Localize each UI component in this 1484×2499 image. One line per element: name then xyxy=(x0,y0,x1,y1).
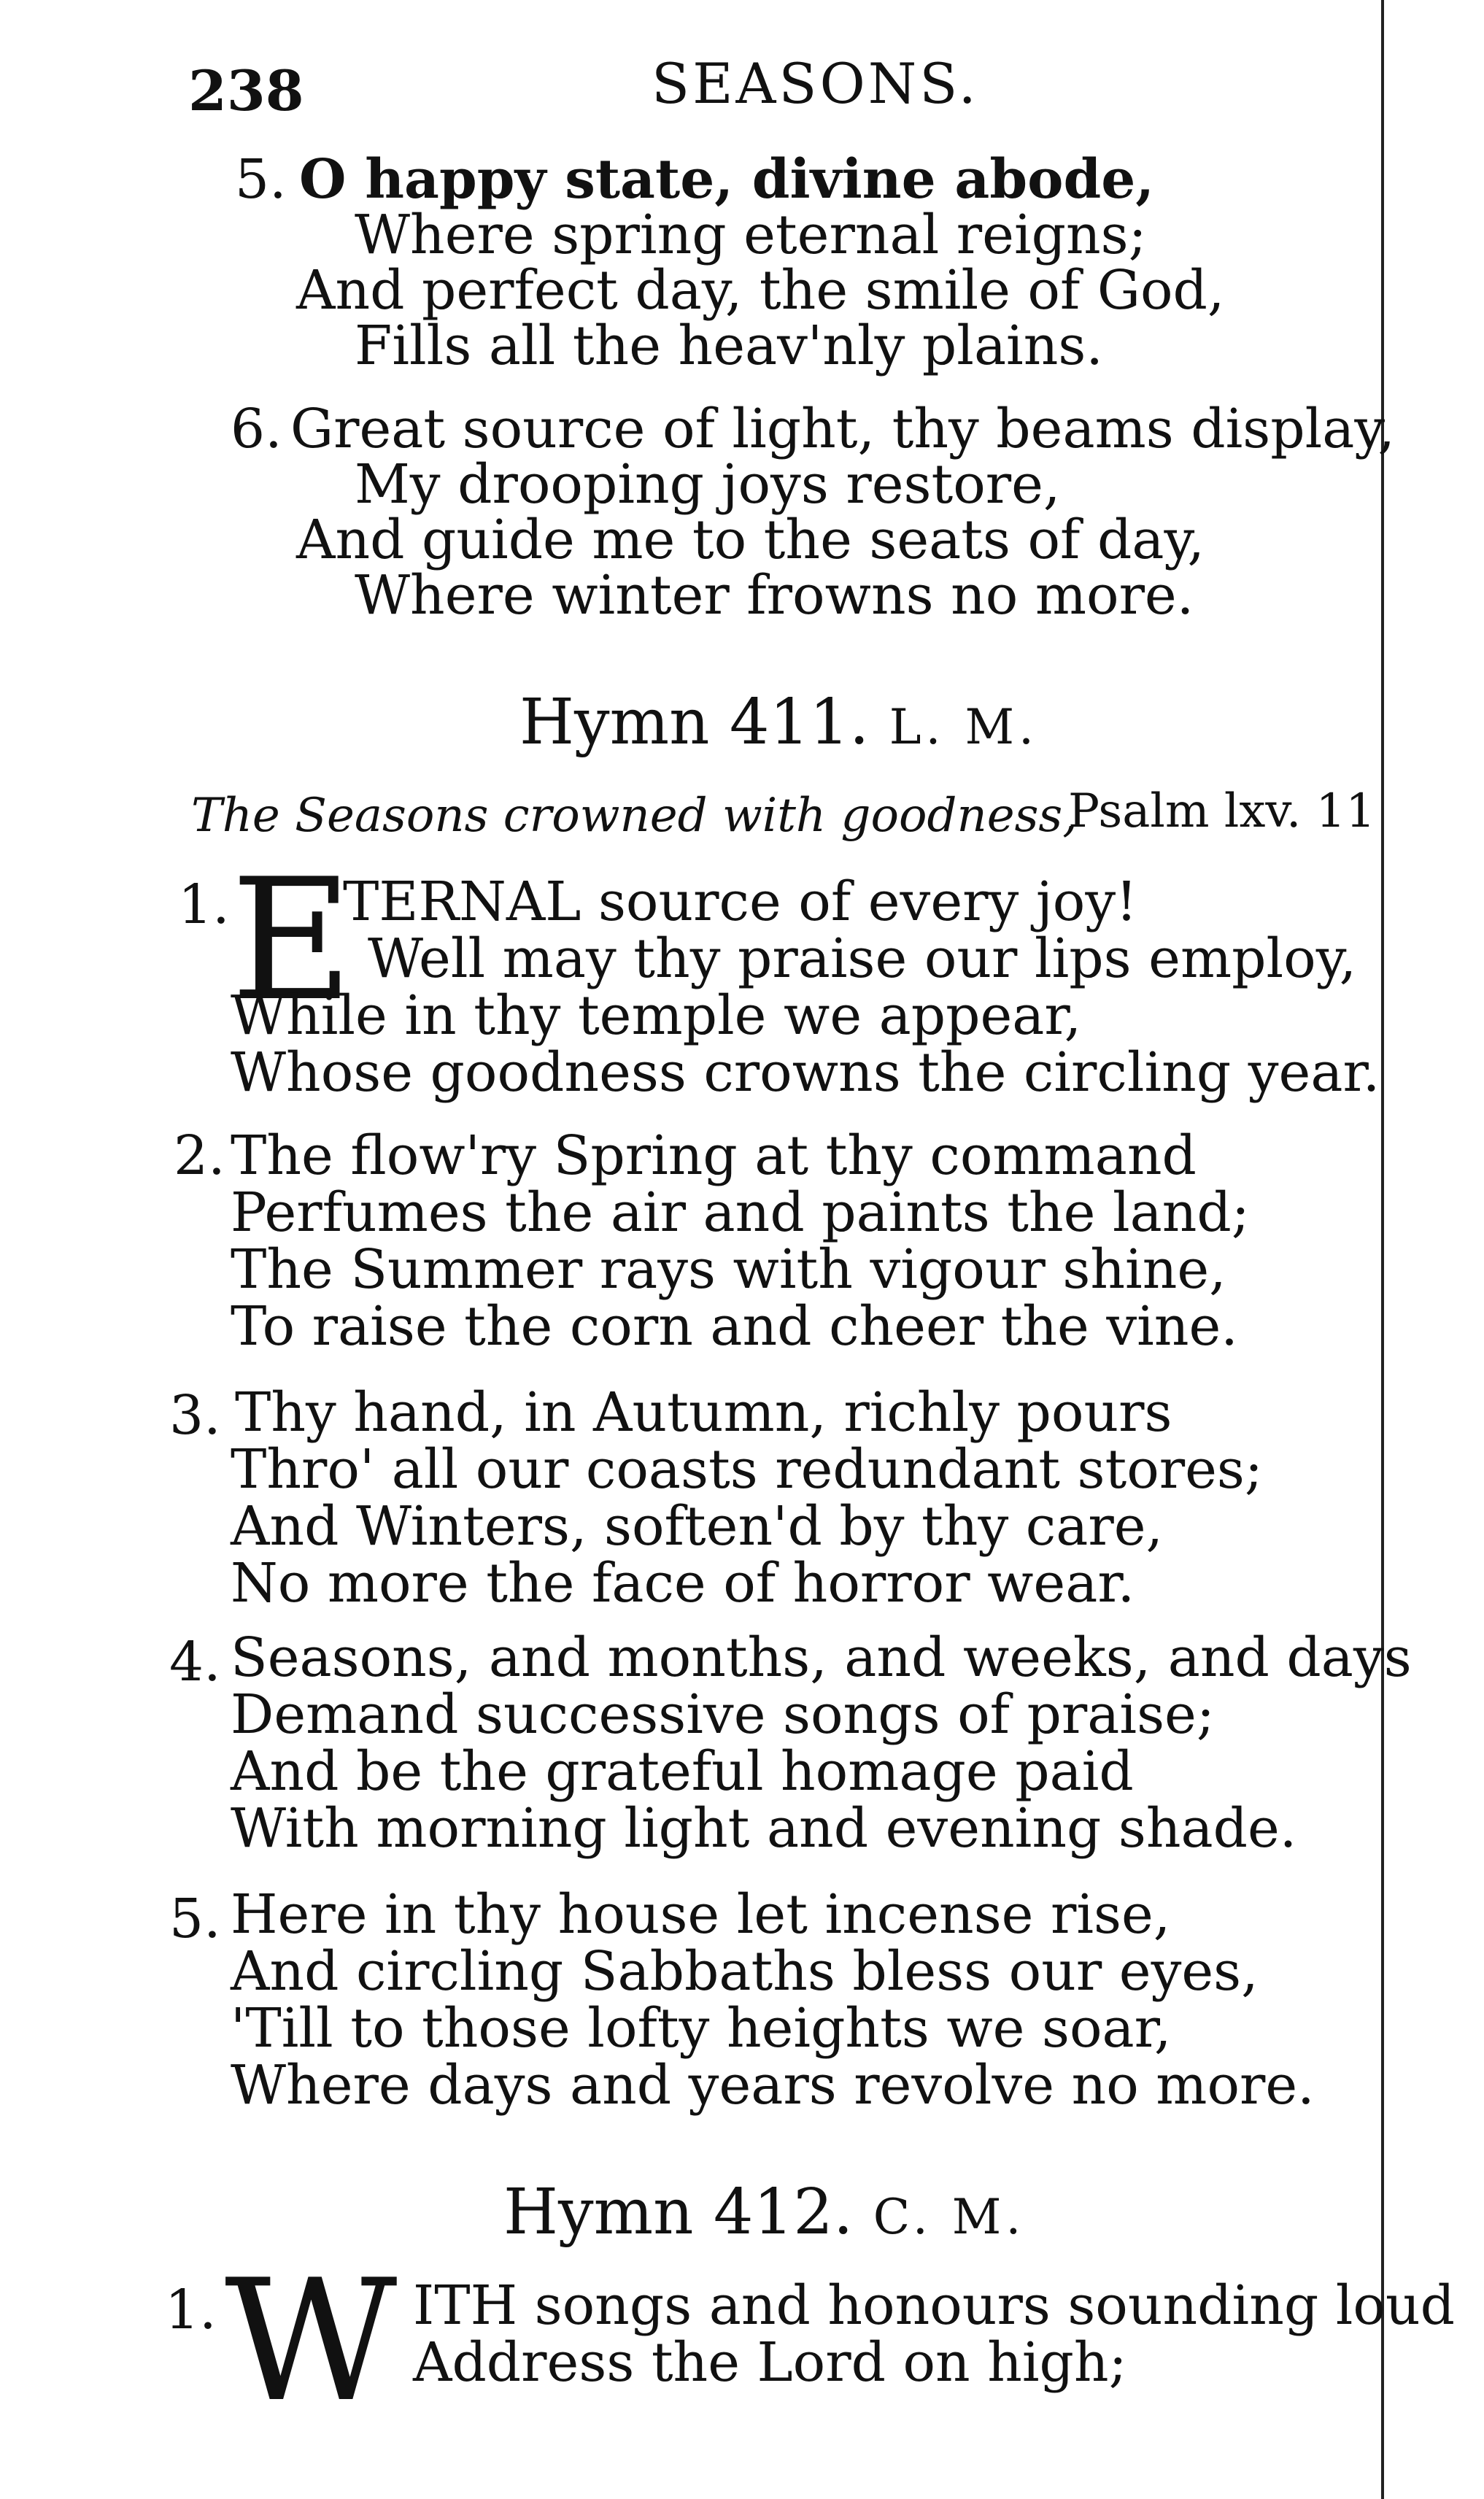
verse-number: 1. xyxy=(178,873,230,936)
hymn-411-reference: Psalm lxv. 11 xyxy=(1068,784,1376,838)
verse-line: And circling Sabbaths bless our eyes, xyxy=(231,1940,1259,2003)
hymn-title: Hymn 412. xyxy=(503,2176,854,2249)
verse-number: 2. xyxy=(174,1124,225,1187)
verse-line: Thy hand, in Autumn, richly pours xyxy=(235,1381,1172,1444)
verse-line: TERNAL source of every joy! xyxy=(343,870,1137,933)
verse-number: 5. xyxy=(169,1888,221,1950)
running-title: SEASONS. xyxy=(652,51,979,116)
verse-line: The flow'ry Spring at thy command xyxy=(231,1124,1197,1187)
verse-line: With morning light and evening shade. xyxy=(231,1797,1297,1860)
verse-line: And be the grateful homage paid xyxy=(231,1740,1134,1803)
verse-line: My drooping joys restore, xyxy=(355,453,1061,516)
hymn-411-heading xyxy=(519,687,1038,762)
drop-cap: E xyxy=(231,843,353,1038)
verse-line: Great source of light, thy beams display, xyxy=(290,398,1395,460)
hymn-title: Hymn 411. xyxy=(519,686,870,759)
verse-number: 1. xyxy=(165,2279,217,2341)
verse-line: Where days and years revolve no more. xyxy=(231,2054,1315,2117)
hymn-412-heading xyxy=(503,2177,1025,2252)
verse-line: O happy state, divine abode, xyxy=(299,148,1155,211)
drop-cap: W xyxy=(225,2244,398,2439)
verse-number: 4. xyxy=(169,1631,221,1693)
verse-line: Where winter frowns no more. xyxy=(355,564,1194,627)
verse-line: And Winters, soften'd by thy care, xyxy=(231,1495,1164,1558)
hymn-411-subtitle: The Seasons crowned with goodness, xyxy=(191,789,1078,843)
verse-number: 5. xyxy=(235,148,287,211)
verse-number: 3. xyxy=(169,1384,221,1447)
verse-line: Demand successive songs of praise; xyxy=(231,1683,1215,1746)
verse-line: Thro' all our coasts redundant stores; xyxy=(231,1438,1263,1501)
verse-number: 6. xyxy=(231,398,282,460)
verse-line: The Summer rays with vigour shine, xyxy=(231,1238,1226,1301)
verse-line: No more the face of horror wear. xyxy=(231,1552,1135,1615)
verse-line: To raise the corn and cheer the vine. xyxy=(231,1295,1238,1358)
verse-line: ITH songs and honours sounding loud xyxy=(413,2274,1456,2337)
page-number: 238 xyxy=(188,58,304,123)
verse-line: And guide me to the seats of day, xyxy=(296,509,1205,571)
verse-line: And perfect day, the smile of God, xyxy=(296,259,1225,322)
page-edge-rule xyxy=(1381,0,1384,2499)
verse-line: Here in thy house let incense rise, xyxy=(231,1883,1171,1946)
hymn-meter: L. M. xyxy=(889,699,1039,755)
verse-line: Where spring eternal reigns; xyxy=(355,204,1147,266)
verse-line: Seasons, and months, and weeks, and days xyxy=(231,1626,1412,1689)
verse-line: Whose goodness crowns the circling year. xyxy=(231,1041,1380,1104)
verse-line: Fills all the heav'nly plains. xyxy=(355,314,1103,377)
verse-line: Address the Lord on high; xyxy=(413,2331,1127,2394)
verse-line: While in thy temple we appear, xyxy=(231,984,1082,1047)
verse-line: Well may thy praise our lips employ, xyxy=(368,927,1357,990)
hymn-meter: C. M. xyxy=(873,2189,1026,2245)
verse-line: 'Till to those lofty heights we soar, xyxy=(231,1997,1172,2060)
verse-line: Perfumes the air and paints the land; xyxy=(231,1181,1250,1244)
